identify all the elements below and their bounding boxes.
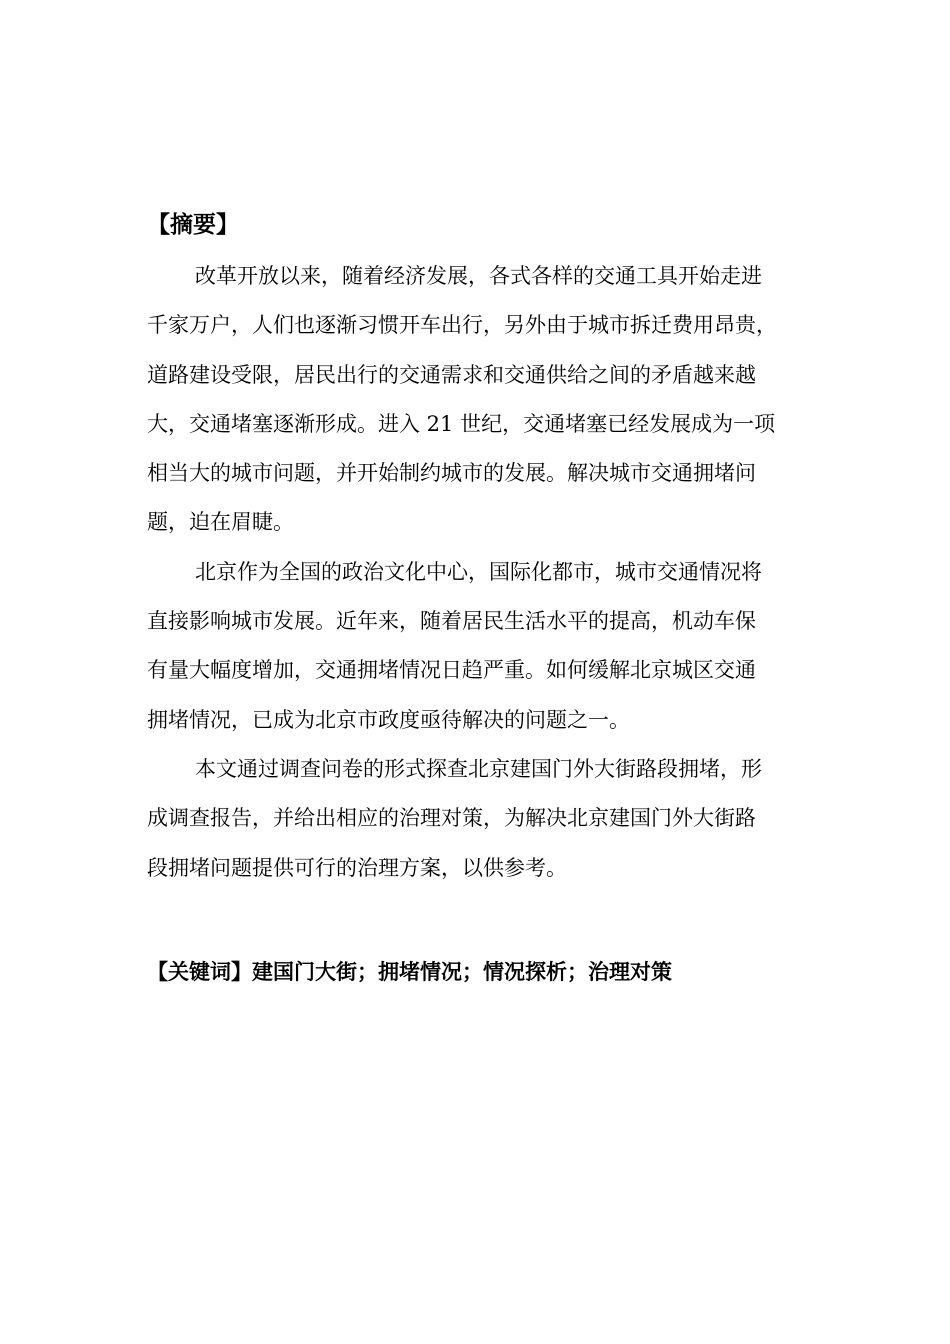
- abstract-body: [147, 252, 837, 893]
- text-line: 改革开放以来，随着经济发展，各式各样的交通工具开始走进: [195, 264, 762, 288]
- text-line: 千家万户，人们也逐渐习惯开车出行，另外由于城市拆迁费用昂贵，: [147, 313, 777, 338]
- text-line: 段拥堵问题提供可行的治理方案，以供参考。: [147, 855, 567, 880]
- text-line: 题，迫在眉睫。: [147, 510, 294, 535]
- text-line: 本文通过调查问卷的形式探查北京建国门外大街路段拥堵，形: [195, 756, 762, 781]
- text-line: 道路建设受限，居民出行的交通需求和交通供给之间的矛盾越来越: [147, 362, 756, 387]
- abstract-heading: 【摘要】: [147, 211, 239, 238]
- text-line: 成调查报告，并给出相应的治理对策，为解决北京建国门外大街路: [147, 806, 756, 831]
- text-line: 大，交通堵塞逐渐形成。进入 21 世纪，交通堵塞已经发展成为一项: [147, 411, 776, 436]
- text-line: 直接影响城市发展。近年来，随着居民生活水平的提高，机动车保: [147, 609, 756, 634]
- text-line: 北京作为全国的政治文化中心，国际化都市，城市交通情况将: [195, 559, 762, 584]
- text-line: 拥堵情况，已成为北京市政度亟待解决的问题之一。: [147, 707, 630, 732]
- text-line: 相当大的城市问题，并开始制约城市的发展。解决城市交通拥堵问: [147, 461, 756, 486]
- abstract-paragraph-1: [147, 252, 837, 548]
- text-line: 有量大幅度增加，交通拥堵情况日趋严重。如何缓解北京城区交通: [147, 658, 756, 683]
- keywords-line: 【关键词】建国门大街；拥堵情况；情况探析；治理对策: [147, 959, 672, 984]
- abstract-paragraph-2: [147, 548, 837, 745]
- abstract-paragraph-3: [147, 745, 837, 893]
